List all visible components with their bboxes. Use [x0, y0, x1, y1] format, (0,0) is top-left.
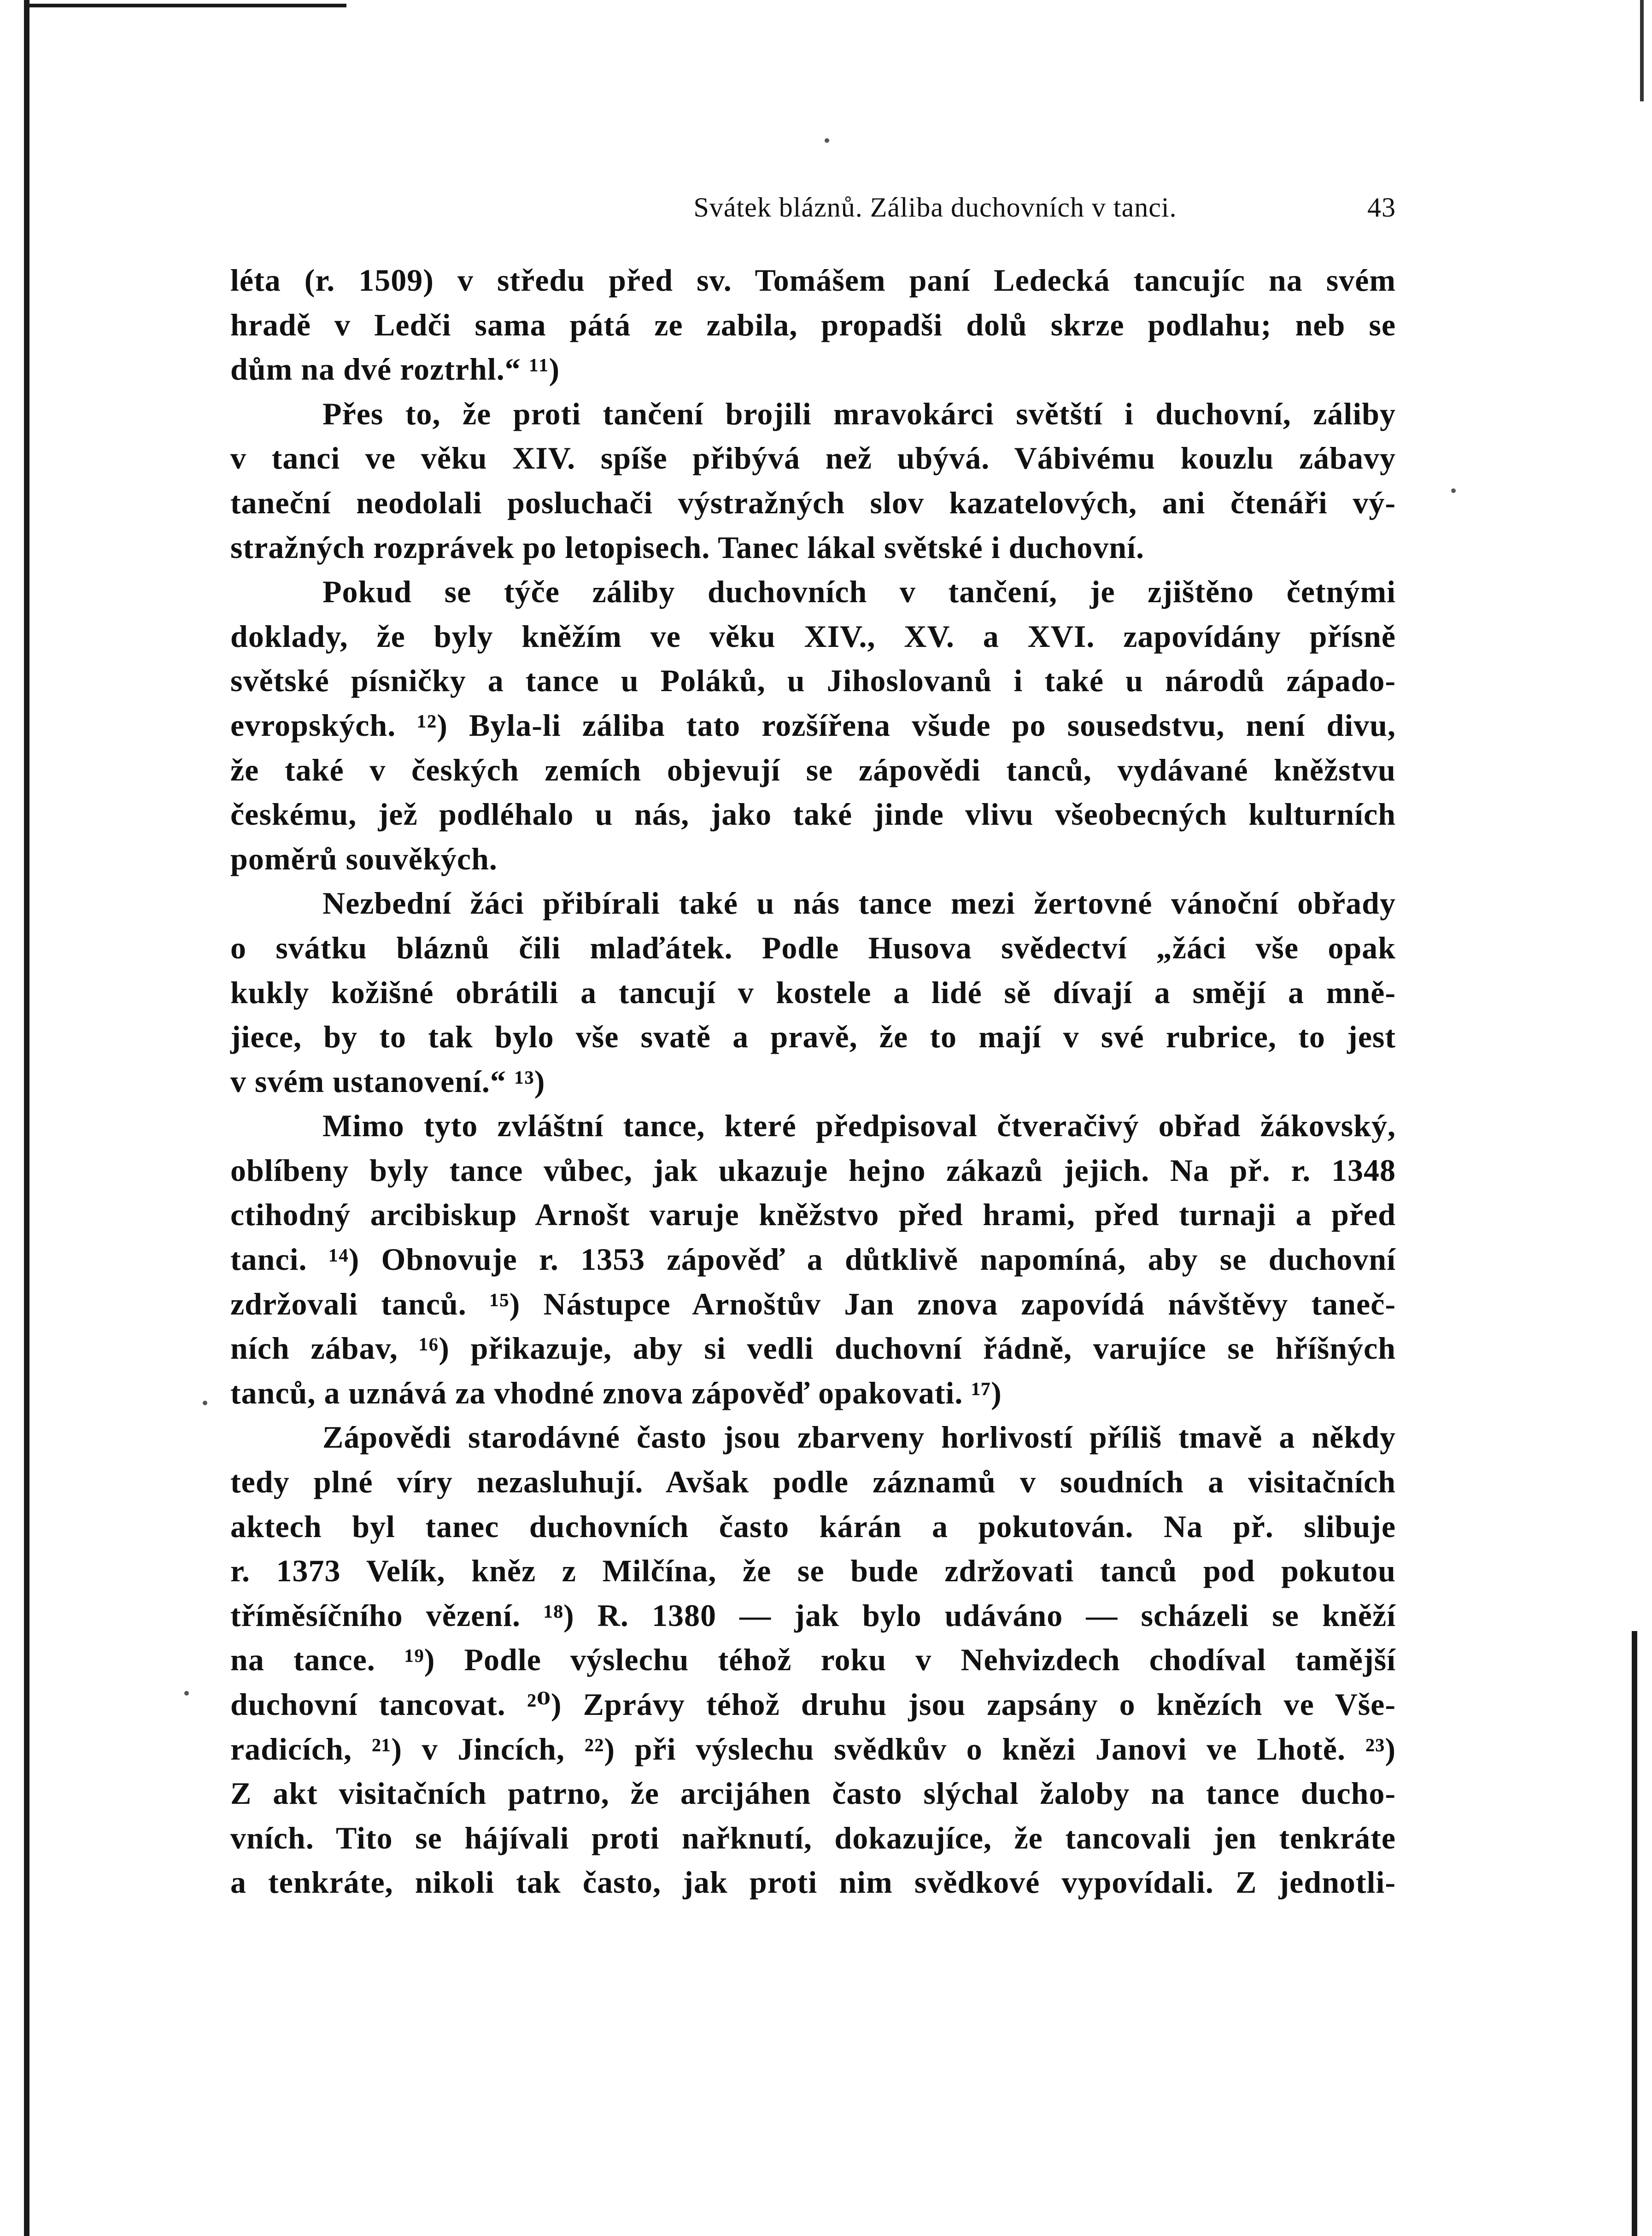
page-number: 43	[1367, 192, 1396, 223]
text-line: tanci. ¹⁴) Obnovuje r. 1353 zápověď a důtklivě napomíná, aby se duchovní	[230, 1242, 1396, 1277]
scan-border-right	[1632, 1631, 1637, 2236]
text-line: hradě v Ledči sama pátá ze zabila, propadši dolů skrze podlahu; neb se	[230, 307, 1396, 342]
text-line: léta (r. 1509) v středu před sv. Tomášem paní Ledecká tancujíc na svém	[230, 263, 1396, 298]
text-line: v svém ustanovení.“ ¹³)	[230, 1063, 545, 1099]
text-line: Nezbední žáci přibírali také u nás tance mezi žertovné vánoční obřady	[322, 886, 1396, 921]
scan-speck	[825, 138, 829, 143]
text-line: světské písničky a tance u Poláků, u Jihoslovanů i také u národů západo-	[230, 663, 1396, 698]
text-line: že také v českých zemích objevují se zápovědi tanců, vydávané kněžstvu	[230, 752, 1396, 787]
text-line: taneční neodolali posluchači výstražných slov kazatelových, ani čtenáři vý-	[230, 485, 1396, 520]
text-line: Zápovědi starodávné často jsou zbarveny horlivostí příliš tmavě a někdy	[322, 1420, 1396, 1455]
text-line: na tance. ¹⁹) Podle výslechu téhož roku v Nehvizdech chodíval tamější	[230, 1642, 1396, 1678]
text-line: českému, jež podléhalo u nás, jako také jinde vlivu všeobecných kulturních	[230, 797, 1396, 832]
text-line: ctihodný arcibiskup Arnošt varuje kněžstvo před hrami, před turnaji a před	[230, 1197, 1396, 1232]
scan-border-right-top	[1640, 0, 1644, 101]
text-line: Mimo tyto zvláštní tance, které předpisoval čtveračivý obřad žákovský,	[322, 1108, 1396, 1144]
scan-border-top	[24, 4, 346, 7]
text-line: zdržovali tanců. ¹⁵) Nástupce Arnoštův Jan znova zapovídá návštěvy taneč-	[230, 1286, 1396, 1321]
text-line: r. 1373 Velík, kněz z Milčína, že se bude zdržovati tanců pod pokutou	[230, 1553, 1396, 1589]
text-line: Přes to, že proti tančení brojili mravokárci světští i duchovní, záliby	[322, 396, 1396, 431]
page-header	[230, 182, 1396, 233]
text-line: kukly kožišné obrátili a tancují v kostele a lidé sě dívají a smějí a mně-	[230, 974, 1396, 1010]
text-line: Pokud se týče záliby duchovních v tančení, je zjištěno četnými	[322, 574, 1396, 610]
text-line: o svátku bláznů čili mlaďátek. Podle Husova svědectví „žáci vše opak	[230, 930, 1396, 965]
text-line: duchovní tancovat. ²⁰) Zprávy téhož druhu jsou zapsány o knězích ve Vše-	[230, 1687, 1396, 1722]
text-line: oblíbeny byly tance vůbec, jak ukazuje hejno zákazů jejich. Na př. r. 1348	[230, 1152, 1396, 1188]
scan-speck	[1451, 488, 1456, 493]
text-line: aktech byl tanec duchovních často kárán a pokutován. Na př. slibuje	[230, 1508, 1396, 1544]
scan-speck	[203, 1401, 207, 1405]
scan-border-left	[24, 0, 29, 2236]
text-line: a tenkráte, nikoli tak často, jak proti nim svědkové vypovídali. Z jednotli-	[230, 1865, 1396, 1900]
text-line: poměrů souvěkých.	[230, 841, 498, 876]
text-line: tanců, a uznává za vhodné znova zápověď opakovati. ¹⁷)	[230, 1375, 1002, 1410]
text-line: radicích, ²¹) v Jincích, ²²) při výslechu svědkův o knězi Janovi ve Lhotě. ²³)	[230, 1731, 1396, 1766]
text-line: v tanci ve věku XIV. spíše přibývá než ubývá. Vábivému kouzlu zábavy	[230, 440, 1396, 476]
scan-speck	[184, 1691, 189, 1696]
running-title: Svátek bláznů. Záliba duchovních v tanci.	[693, 192, 1177, 223]
text-line: ních zábav, ¹⁶) přikazuje, aby si vedli duchovní řádně, varujíce se hříšných	[230, 1331, 1396, 1366]
text-line: tříměsíčního vězení. ¹⁸) R. 1380 — jak bylo udáváno — scházeli se kněží	[230, 1597, 1396, 1633]
body-text	[230, 258, 1396, 1905]
text-line: dům na dvé roztrhl.“ ¹¹)	[230, 352, 560, 387]
text-line: evropských. ¹²) Byla-li záliba tato rozšířena všude po sousedstvu, není divu,	[230, 707, 1396, 743]
text-line: tedy plné víry nezasluhují. Avšak podle záznamů v soudních a visitačních	[230, 1464, 1396, 1500]
text-line: Z akt visitačních patrno, že arcijáhen často slýchal žaloby na tance ducho-	[230, 1776, 1396, 1811]
text-line: doklady, že byly kněžím ve věku XIV., XV. a XVI. zapovídány přísně	[230, 618, 1396, 654]
text-line: jiece, by to tak bylo vše svatě a pravě, že to mají v své rubrice, to jest	[230, 1019, 1396, 1055]
text-line: vních. Tito se hájívali proti nařknutí, dokazujíce, že tancovali jen tenkráte	[230, 1820, 1396, 1855]
text-line: stražných rozprávek po letopisech. Tanec lákal světské i duchovní.	[230, 529, 1144, 565]
